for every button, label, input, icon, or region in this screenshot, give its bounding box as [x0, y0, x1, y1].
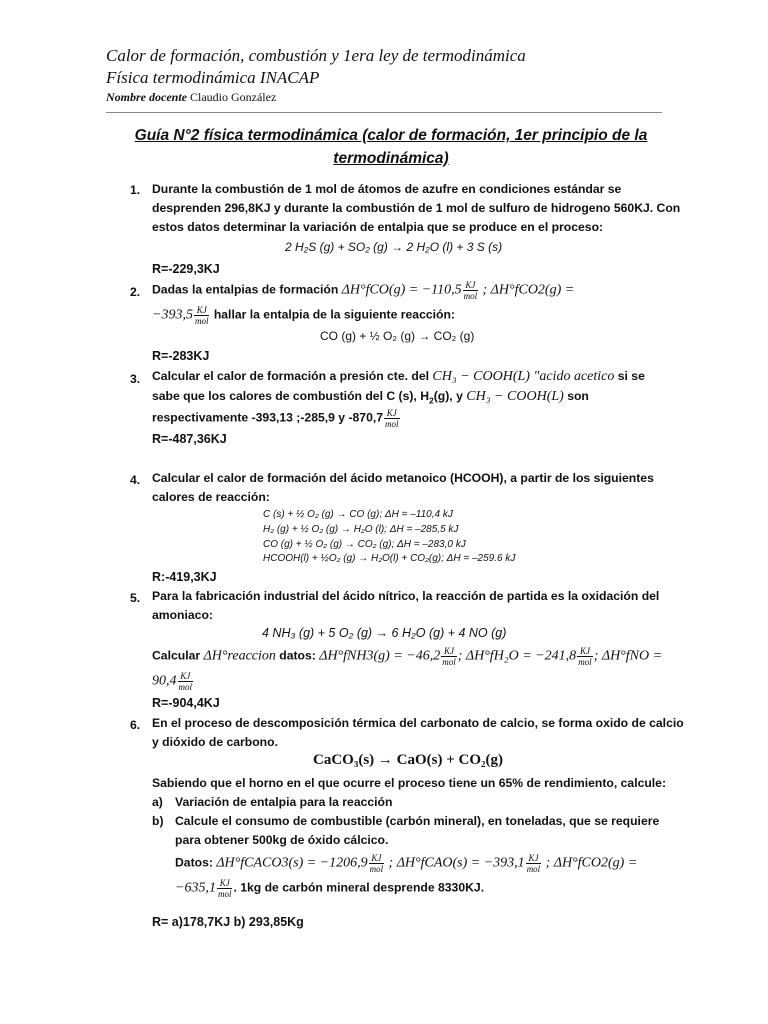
- problem-5-math3: ; ΔH°fH₂O = −241,8: [457, 648, 577, 664]
- unit-fraction: KJ mol: [194, 305, 209, 326]
- problem-3-line1: [152, 367, 645, 387]
- problem-6-number: 6.: [130, 718, 141, 732]
- guide-title: [112, 124, 670, 170]
- unit-fraction: KJ mol: [369, 853, 384, 874]
- problem-3-text4: (g), y: [433, 389, 463, 403]
- problem-5-math4: ; ΔH°fNO =: [593, 648, 663, 664]
- problem-5-answer: R=-904,4KJ: [152, 696, 220, 710]
- problem-4-reaction-4: HCOOH(l) + ½O₂ (g) → H₂O(l) + CO₂(g); ΔH = –259.6 kJ: [263, 553, 516, 564]
- problem-5-number: 5.: [130, 591, 141, 605]
- problem-5-line1: Para la fabricación industrial del ácido nítrico, la reacción de partida es la oxidación del: [152, 589, 660, 603]
- problem-4-line2: calores de reacción:: [152, 490, 270, 504]
- problem-5-text2: datos:: [275, 648, 316, 663]
- unit-fraction: KJ mol: [385, 408, 399, 429]
- header-docente: [106, 90, 276, 105]
- problem-2-math2: ; ΔH°fCO2(g) =: [482, 282, 575, 298]
- unit-fraction: KJ mol: [463, 280, 478, 301]
- problem-6-data-line1: [175, 853, 637, 874]
- problem-6-text-final: . 1kg de carbón mineral desprende 8330KJ.: [233, 880, 485, 895]
- problem-6-item-a-text: Variación de entalpia para la reacción: [175, 795, 393, 809]
- problem-5-equation: 4 NH₃ (g) + 5 O₂ (g) → 6 H₂O (g) + 4 NO (g): [262, 626, 507, 640]
- problem-3-text6: respectivamente -393,13 ;-285,9 y -870,7: [152, 410, 384, 425]
- problem-6-equation: CaCO₃(s) → CaO(s) + CO₂(g): [313, 752, 504, 768]
- problem-5-math5: 90,4: [152, 673, 177, 689]
- problem-2-line2: [152, 305, 455, 326]
- problem-5-line4: [152, 671, 194, 692]
- docente-label: Nombre docente: [106, 90, 187, 104]
- unit-fraction: KJ mol: [178, 671, 192, 692]
- problem-4-reaction-3: CO (g) + ½ O₂ (g) → CO₂ (g); ΔH = –283,0 kJ: [263, 539, 466, 550]
- header-divider: [106, 112, 662, 113]
- problem-1-line1: Durante la combustión de 1 mol de átomos de azufre en condiciones estándar se: [152, 182, 622, 196]
- problem-3-text2: si se: [614, 369, 645, 383]
- problem-4-reaction-1: C (s) + ½ O₂ (g) → CO (g); ΔH = –110,4 kJ: [263, 509, 453, 520]
- problem-6-math3: ; ΔH°fCO2(g) =: [545, 855, 638, 871]
- problem-1-equation: 2 H₂S (g) + SO₂ (g) → 2 H₂O (l) + 3 S (s): [285, 240, 503, 254]
- problem-2-number: 2.: [130, 285, 141, 299]
- problem-4-answer: R:-419,3KJ: [152, 570, 217, 584]
- problem-1-line2: desprenden 296,8KJ y durante la combustión de 1 mol de sulfuro de hidrogeno 560KJ. Con: [152, 201, 681, 215]
- problem-1-answer: R=-229,3KJ: [152, 262, 220, 276]
- problem-5-text1: Calcular: [152, 648, 201, 663]
- problem-6-line3: Sabiendo que el horno en el que ocurre el proceso tiene un 65% de rendimiento, calcule:: [152, 776, 667, 790]
- problem-2-math1: ΔH°fCO(g) = −110,5: [341, 282, 462, 298]
- problem-2-line1: [152, 280, 574, 301]
- problem-6-math1: ΔH°fCACO3(s) = −1206,9: [216, 855, 368, 871]
- header-title-line2: Física termodinámica INACAP: [106, 68, 320, 87]
- problem-6-math4: −635,1: [175, 880, 216, 896]
- problem-5-math1: ΔH°reaccion: [203, 648, 276, 664]
- problem-6-line1: En el proceso de descomposición térmica del carbonato de calcio, se forma oxido de calcio: [152, 716, 684, 730]
- problem-5-math2: ΔH°fNH3(g) = −46,2: [319, 648, 441, 664]
- problem-4-number: 4.: [130, 473, 141, 487]
- problem-3-text3: sabe que los calores de combustión del C (s), H: [152, 389, 429, 403]
- problem-6-item-b-label: b): [152, 814, 164, 828]
- problem-2-answer: R=-283KJ: [152, 349, 210, 363]
- problem-2-text1: Dadas la entalpias de formación: [152, 282, 339, 297]
- unit-fraction: KJ mol: [526, 853, 541, 874]
- problem-4-line1: Calcular el calor de formación del ácido metanoico (HCOOH), a partir de los siguientes: [152, 471, 654, 485]
- problem-3-number: 3.: [130, 372, 141, 386]
- problem-1-number: 1.: [130, 183, 141, 197]
- unit-fraction: KJ mol: [442, 646, 456, 667]
- guide-title-line1: Guía N°2 física termodinámica (calor de formación, 1er principio de la: [134, 127, 648, 144]
- problem-3-text1: Calcular el calor de formación a presión cte. del: [152, 369, 430, 383]
- problem-3-text5: son: [563, 389, 589, 403]
- problem-3-line2: sabe que los calores de combustión del C (s), $H_2(g)$, y CH₃ − COOH(L) son: [152, 389, 589, 406]
- problem-5-line3: [152, 646, 662, 667]
- problem-6-item-b-text1: Calcule el consumo de combustible (carbón mineral), en toneladas, que se requiere: [175, 814, 660, 828]
- problem-1-line3: estos datos determinar la variación de entalpia que se produce en el proceso:: [152, 220, 604, 234]
- problem-3-math1: CH₃ − COOH(L) "acido acetico: [432, 369, 615, 384]
- problem-6-item-a-label: a): [152, 795, 163, 809]
- problem-3-answer: R=-487,36KJ: [152, 432, 227, 446]
- guide-title-line2: termodinámica): [333, 150, 449, 167]
- problem-6-item-b-text2: para obtener 500kg de óxido cálcico.: [175, 833, 389, 847]
- header-title-line1: Calor de formación, combustión y 1era ley de termodinámica: [106, 46, 526, 65]
- problem-2-math3: −393,5: [152, 307, 193, 323]
- problem-4-reaction-2: H₂ (g) + ½ O₂ (g) → H₂O (l); ΔH = –285,5 kJ: [263, 524, 459, 535]
- problem-6-line2: y dióxido de carbono.: [152, 735, 278, 749]
- problem-3-math2: CH₃ − COOH(L): [466, 389, 564, 404]
- problem-2-equation: CO (g) + ½ O₂ (g) → CO₂ (g): [320, 329, 475, 343]
- docente-name: Claudio González: [189, 90, 277, 104]
- problem-6-data-line2: [175, 878, 484, 899]
- unit-fraction: KJ mol: [217, 878, 232, 899]
- problem-6-data-label: Datos:: [175, 855, 213, 870]
- problem-2-text2: hallar la entalpia de la siguiente reacción:: [210, 307, 455, 322]
- problem-3-line3: [152, 408, 401, 429]
- unit-fraction: KJ mol: [578, 646, 592, 667]
- problem-5-line2: amoniaco:: [152, 608, 213, 622]
- problem-6-answer: R= a)178,7KJ b) 293,85Kg: [152, 915, 304, 929]
- problem-6-math2: ; ΔH°fCAO(s) = −393,1: [388, 855, 525, 871]
